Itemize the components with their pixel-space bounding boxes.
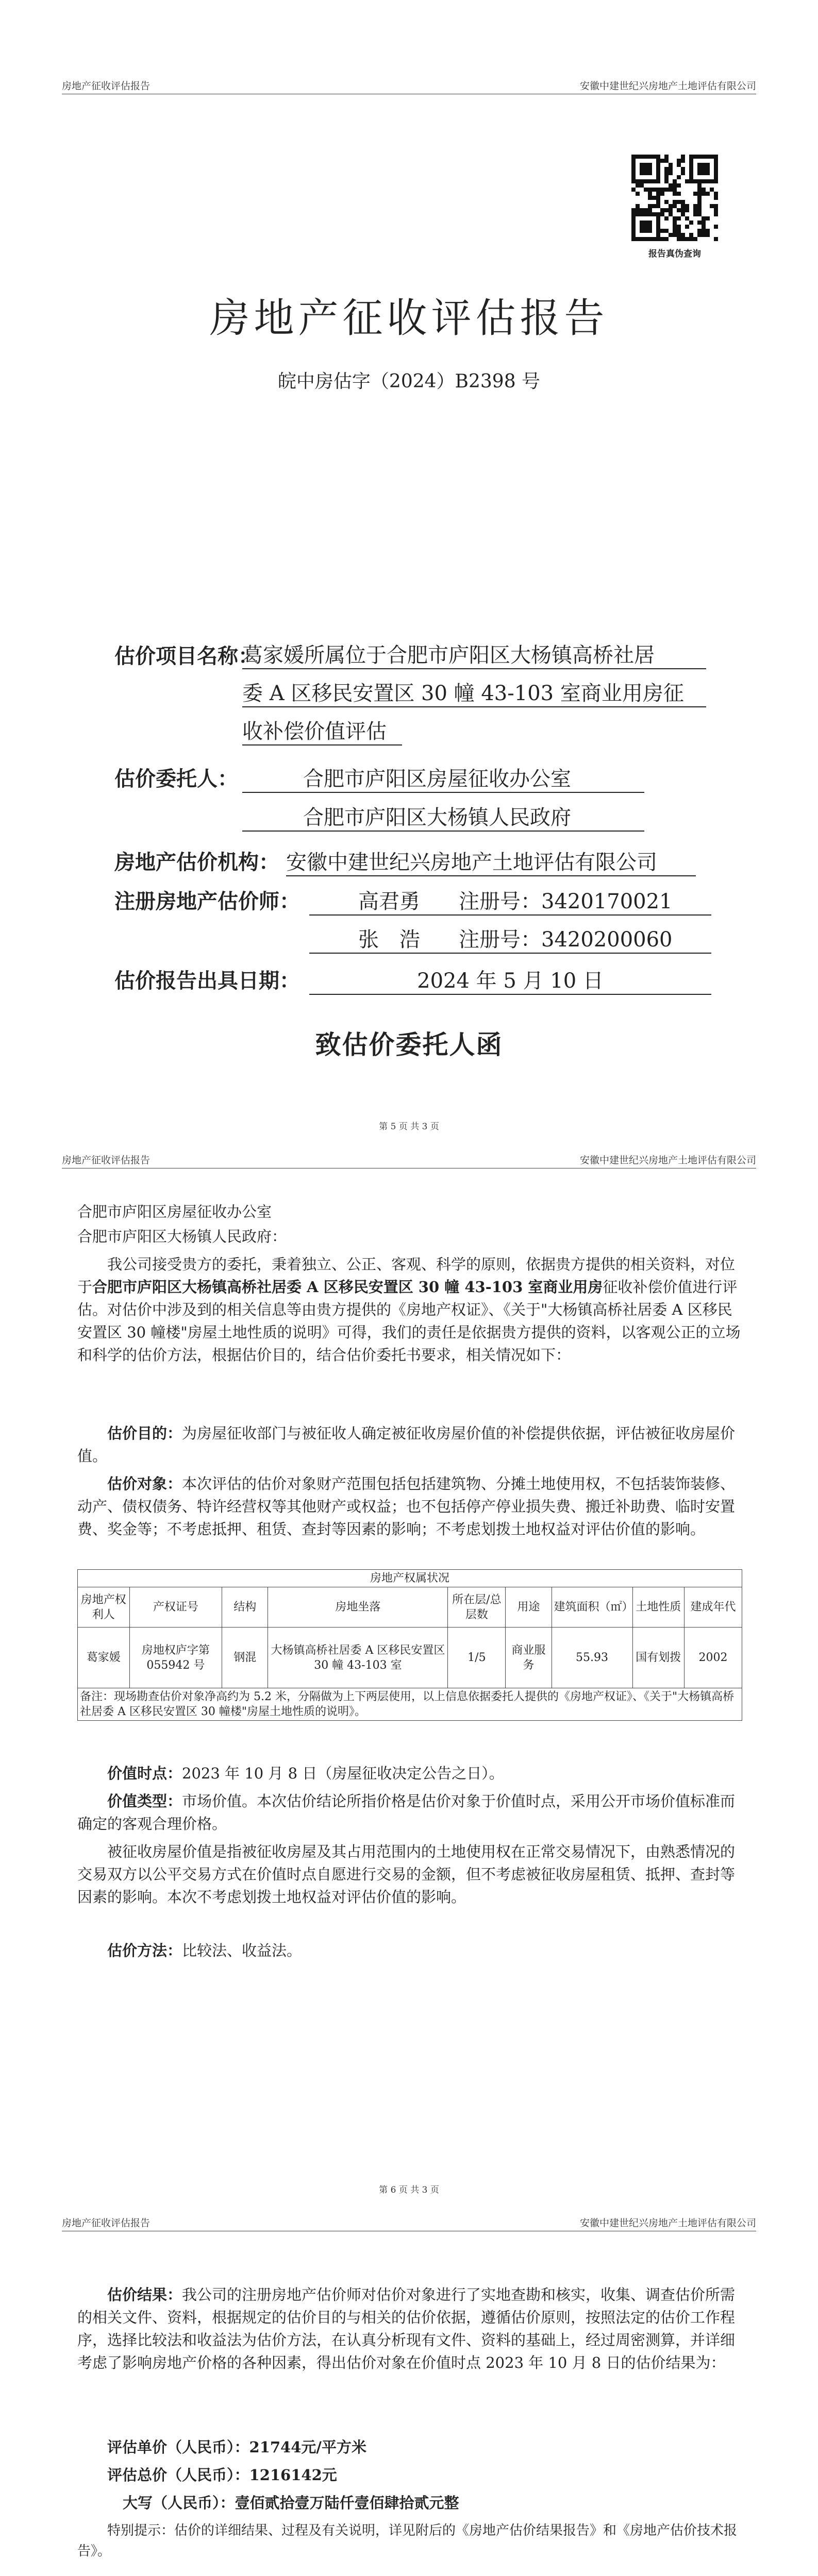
- td-floor: 1/5: [448, 1628, 506, 1688]
- agency-label: 房地产估价机构：: [114, 850, 279, 874]
- page-footer-2: 第 6 页 共 3 页: [379, 2185, 439, 2195]
- result-paragraph: [77, 2283, 742, 2374]
- intro-text-a: 我公司接受贵方的委托，秉着独立、公正、客观、科学的原则，依据贵方提供的相关资料，对位于: [77, 1256, 736, 1296]
- special-tip: 特别提示：估价的详细结果、过程及有关说明，详见附后的《房地产估价结果报告》和《房地产估价技术报告》。: [77, 2523, 738, 2559]
- project-label: 估价项目名称：: [114, 644, 259, 668]
- appraiser-label: 注册房地产估价师：: [114, 889, 300, 913]
- th-land: 土地性质: [632, 1587, 685, 1628]
- project-value-line-1: 葛家媛所属位于合肥市庐阳区大杨镇高桥社居: [242, 639, 706, 669]
- td-use: 商业服务: [506, 1628, 552, 1688]
- header-right-3: 安徽中建世纪兴房地产土地评估有限公司: [579, 2217, 756, 2229]
- total-price-value: 1216142元: [249, 2466, 337, 2484]
- result-label: 估价结果：: [107, 2286, 182, 2303]
- table-row: [78, 1628, 742, 1688]
- value-type-paragraph: [77, 1790, 742, 1835]
- client-value-2: 合肥市庐阳区大杨镇人民政府: [242, 801, 644, 832]
- header-right-2: 安徽中建世纪兴房地产土地评估有限公司: [579, 1155, 756, 1166]
- purpose-paragraph: [77, 1422, 742, 1467]
- value-date-label: 价值时点：: [107, 1765, 182, 1782]
- total-price-row: [107, 2464, 337, 2486]
- caps-price-label: 大写（人民币）：: [123, 2494, 235, 2512]
- method-text: 比较法、收益法。: [182, 1942, 302, 1959]
- letter-title: 致估价委托人函: [315, 1029, 503, 1060]
- qr-caption: 报告真伪查询: [648, 249, 701, 259]
- header-right: 安徽中建世纪兴房地产土地评估有限公司: [579, 80, 756, 92]
- object-label: 估价对象：: [107, 1475, 182, 1493]
- result-text: 我公司的注册房地产估价师对估价对象进行了实地查勘和核实，收集、调查估价所需的相关文件、资料，根据规定的估价目的与相关的估价依据，遵循估价原则，按照法定的估价工作程序，选择比较法和收益法为估价方法，在认真分析现有文件、资料的基础上，经过周密测算，并详细考虑了影响房地产价格的各种因素，得出估价对象在价值时点 2023 年 10 月 8 日的估价结果为：: [77, 2286, 736, 2371]
- intro-text-b: 征收补偿价值进行评估。对估价中涉及到的相关信息等由贵方提供的《房地产权证》、《关于"大杨镇高桥社居委 A 区移民安置区 30 幢楼"房屋土地性质的说明》可得，我们的责任是依据贵方提供的资料，以客观公正的立场和科学的估价方法，根据估价目的，结合估价委托书要求，相关情况如下：: [77, 1278, 741, 1364]
- value-date-text: 2023 年 10 月 8 日（房屋征收决定公告之日）。: [182, 1765, 504, 1782]
- header-left: 房地产征收评估报告: [62, 80, 151, 92]
- intro-paragraph: [77, 1253, 742, 1366]
- object-text: 本次评估的估价对象财产范围包括包括建筑物、分摊土地使用权，不包括装饰装修、动产、债权债务、特许经营权等其他财产或权益；也不包括停产停业损失费、搬迁补助费、临时安置费、奖金等；不考虑抵押、租赁、查封等因素的影响；不考虑划拨土地权益对评估价值的影响。: [77, 1475, 736, 1538]
- header-left-3: 房地产征收评估报告: [62, 2217, 151, 2229]
- table-caption: 房地产权属状况: [78, 1570, 742, 1587]
- unit-price-value: 21744元/平方米: [249, 2438, 366, 2456]
- purpose-text: 为房屋征收部门与被征收人确定被征收房屋价值的补偿提供依据，评估被征收房屋价值。: [77, 1425, 736, 1465]
- appraiser-1-name: 高君勇: [358, 890, 420, 913]
- td-area: 55.93: [552, 1628, 632, 1688]
- value-date-paragraph: [77, 1762, 742, 1785]
- intro-property: 合肥市庐阳区大杨镇高桥社居委 A 区移民安置区 30 幢 43-103 室商业用房: [92, 1278, 603, 1296]
- addressee-2: 合肥市庐阳区大杨镇人民政府：: [77, 1228, 287, 1245]
- property-table: [77, 1569, 742, 1721]
- td-year: 2002: [685, 1628, 742, 1688]
- report-title: 房地产征收评估报告: [209, 295, 609, 342]
- purpose-label: 估价目的：: [107, 1425, 182, 1442]
- td-cert: 房地权庐字第 055942 号: [129, 1628, 222, 1688]
- header-left-2: 房地产征收评估报告: [62, 1155, 151, 1166]
- total-price-label: 评估总价（人民币）：: [107, 2466, 249, 2484]
- appraiser-2-name: 张 浩: [358, 928, 420, 952]
- td-land: 国有划拨: [632, 1628, 685, 1688]
- method-label: 估价方法：: [107, 1942, 182, 1959]
- client-value-1: 合肥市庐阳区房屋征收办公室: [242, 762, 644, 793]
- caps-price-row: [123, 2492, 459, 2514]
- date-value: 2024 年 5 月 10 日: [309, 964, 711, 995]
- th-structure: 结构: [222, 1587, 268, 1628]
- value-type-paragraph-2: 被征收房屋价值是指被征收房屋及其占用范围内的土地使用权在正常交易情况下，由熟悉情况的交易双方以公平交易方式在价值时点自愿进行交易的金额，但不考虑被征收房屋租赁、抵押、查封等因素的影响。本次不考虑划拨土地权益对评估价值的影响。: [77, 1843, 736, 1906]
- value-type-text: 市场价值。本次估价结论所指价格是估价对象于价值时点，采用公开市场价值标准而确定的客观合理价格。: [77, 1792, 736, 1833]
- project-value-line-2: 委 A 区移民安置区 30 幢 43-103 室商业用房征: [242, 677, 706, 707]
- table-note: 备注：现场勘查估价对象净高约为 5.2 米，分隔做为上下两层使用，以上信息依据委托人提供的《房地产权证》、《关于"大杨镇高桥社居委 A 区移民安置区 30 幢楼"房屋土地性质的说明》。: [78, 1688, 742, 1721]
- date-label: 估价报告出具日期：: [114, 969, 300, 993]
- qr-block[interactable]: [631, 155, 718, 259]
- appraiser-row-1: [309, 885, 711, 916]
- td-owner: 葛家媛: [78, 1628, 130, 1688]
- object-paragraph: [77, 1472, 742, 1540]
- appraiser-2-reg: 注册号：3420200060: [459, 928, 673, 952]
- unit-price-row: [107, 2436, 366, 2459]
- project-value-line-3: 收补偿价值评估: [242, 715, 402, 745]
- addressee-1: 合肥市庐阳区房屋征收办公室: [77, 1203, 272, 1221]
- report-number: 皖中房估字（2024）B2398 号: [277, 371, 541, 392]
- agency-value: 安徽中建世纪兴房地产土地评估有限公司: [286, 846, 696, 876]
- appraiser-1-reg: 注册号：3420170021: [459, 890, 673, 913]
- th-area: 建筑面积（㎡）: [552, 1587, 632, 1628]
- th-owner: 房地产权利人: [78, 1587, 130, 1628]
- qr-code-icon[interactable]: [631, 155, 718, 241]
- th-cert: 产权证号: [129, 1587, 222, 1628]
- caps-price-value: 壹佰贰拾壹万陆仟壹佰肆拾贰元整: [235, 2494, 459, 2512]
- value-type-label: 价值类型：: [107, 1792, 182, 1810]
- th-use: 用途: [506, 1587, 552, 1628]
- th-year: 建成年代: [685, 1587, 742, 1628]
- th-floor: 所在层/总层数: [448, 1587, 506, 1628]
- th-location: 房地坐落: [268, 1587, 448, 1628]
- td-location: 大杨镇高桥社居委 A 区移民安置区 30 幢 43-103 室: [268, 1628, 448, 1688]
- method-paragraph: [77, 1939, 742, 1962]
- unit-price-label: 评估单价（人民币）：: [107, 2438, 249, 2456]
- client-label: 估价委托人：: [114, 767, 238, 791]
- td-structure: 钢混: [222, 1628, 268, 1688]
- appraiser-row-2: [309, 923, 711, 954]
- page-footer-1: 第 5 页 共 3 页: [379, 1122, 439, 1132]
